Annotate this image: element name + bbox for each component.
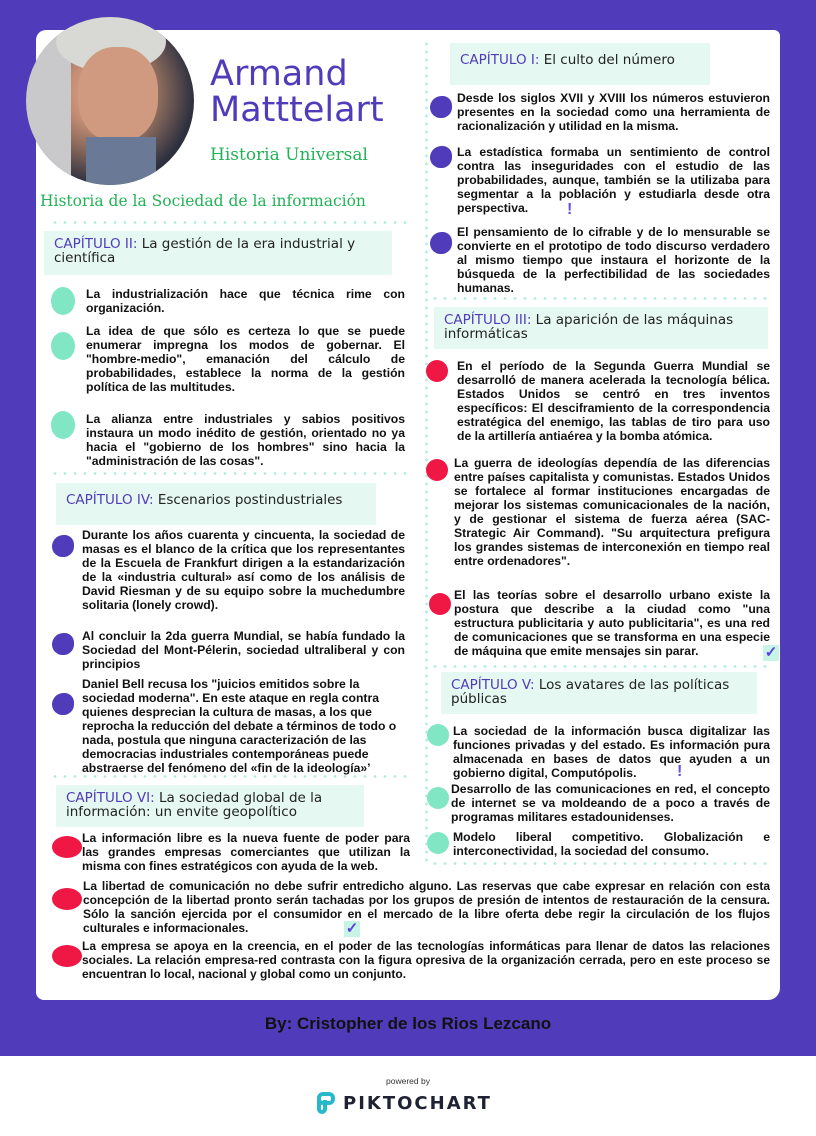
chapter-heading-2: CAPÍTULO II: La gestión de la era industrial y científica	[44, 231, 392, 275]
chapter-heading-5: CAPÍTULO V: Los avatares de las políticas públicas	[441, 672, 757, 714]
list-item: La idea de que sólo es certeza lo que se puede enumerar impregna los modos de gobernar. El "hombre-medio", emanación del cálculo de probabilidades, establece la norma de la gestión política de las multitudes.	[86, 324, 405, 394]
divider	[430, 665, 770, 668]
exclamation-icon: !	[567, 201, 573, 218]
divider	[430, 862, 770, 865]
list-item: La sociedad de la información busca digitalizar las funciones privadas y del estado. Es información pura almacenada en bases de datos que ayuden a un gobierno digital, Computópolis.	[453, 724, 770, 780]
bullet-icon	[429, 593, 451, 615]
list-item: La empresa se apoya en la creencia, en el poder de las tecnologías informáticas para llenar de datos las relaciones sociales. La relación empresa-red contrasta con la figura opresiva de la organización cerrada, pero en este proceso se encuentran lo local, nacional y global como un conjunto.	[82, 939, 770, 981]
bullet-icon	[52, 945, 82, 967]
piktochart-logo-icon	[317, 1092, 335, 1114]
bullet-icon	[51, 287, 75, 315]
bullet-icon	[430, 232, 452, 254]
list-item: La guerra de ideologías dependía de las diferencias entre países capitalista y comunistas. Estados Unidos se fortalece al formar instituciones encargadas de mejorar los sistemas comunicacionales de la nación, y de gestionar el sistema de fuerza aérea (SAC- Strategic Air Command). "Su arquitectura prefigura los grandes sistemas de interconexión en tiempo real entre ordenadores".	[454, 456, 770, 568]
bullet-icon	[426, 459, 448, 481]
list-item: La estadística formaba un sentimiento de control contra las inseguridades con el estudio de las probabilidades, aunque, también se la utilizaba para segmentar a la población y estudiarla desde otra perspectiva.	[457, 145, 770, 215]
list-item: El las teorías sobre el desarrollo urbano existe la postura que describe a la ciudad como "una estructura publicitaria y auto publicitaria", es una red de comunicaciones que se transforma en una especie de máquina que emite mensajes sin parar.	[454, 588, 770, 658]
author-byline: By: Cristopher de los Rios Lezcano	[264, 1014, 552, 1033]
author-name	[210, 56, 384, 128]
bullet-icon	[52, 888, 82, 910]
bullet-icon	[430, 96, 452, 118]
list-item: El pensamiento de lo cifrable y de lo mensurable se convierte en el prototipo de todo discurso verdadero al mismo tiempo que instaura el horizonte de la búsqueda de la perfectibilidad de las sociedades humanas.	[457, 225, 770, 295]
list-item: Desde los siglos XVII y XVIII los números estuvieron presentes en la sociedad como una herramienta de racionalización y utilidad en la misma.	[457, 91, 770, 133]
bullet-icon	[427, 787, 449, 809]
list-item: La industrialización hace que técnica rime con organización.	[86, 287, 405, 315]
chapter-heading-6: CAPÍTULO VI: La sociedad global de la información: un envite geopolítico	[56, 785, 364, 827]
author-photo	[26, 17, 194, 185]
list-item: La libertad de comunicación no debe sufrir entredicho alguno. Las reservas que cabe expresar en relación con esta concepción de la libertad pronto serán tachadas por los grupos de presión de intentos de restauración de la censura. Sólo la sanción ejercida por el consumidor en el mercado de la libre oferta debe regir la circulación de los flujos culturales e informacionales.	[83, 879, 770, 935]
author-last-name: Matttelart	[210, 90, 384, 130]
bullet-icon	[51, 411, 75, 439]
list-item: Modelo liberal competitivo. Globalización e interconectividad, la sociedad del consumo.	[453, 830, 770, 858]
powered-by-label: powered by	[386, 1076, 430, 1086]
checkmark-icon: ✓	[345, 920, 359, 937]
list-item: La información libre es la nueva fuente de poder para las grandes empresas comerciantes que utilizan la misma con fines estratégicos con ayuda de la web.	[82, 831, 410, 873]
divider	[50, 221, 410, 224]
author-first-name: Armand	[210, 54, 348, 94]
list-item: La alianza entre industriales y sabios positivos instaura un modo inédito de gestión, orientado no ya hacia el "gobierno de los hombres" sino hacia la "administración de las cosas".	[86, 412, 405, 468]
list-item: Daniel Bell recusa los "juicios emitidos sobre la sociedad moderna". En este ataque en regla contra quienes desprecian la cultura de masas, a los que reprocha la reducción del debate a términos de todo o nada, postula que ninguna caracterización de las democracias industriales contemporáneas puede abstraerse del fenómeno del «fin de la ideología»’	[82, 677, 397, 775]
chapter-heading-4: CAPÍTULO IV: Escenarios postindustriales	[56, 483, 376, 525]
list-item: Durante los años cuarenta y cincuenta, la sociedad de masas es el blanco de la crítica que los representantes de la Escuela de Frankfurt dirigen a la estandarización de la «industria cultural» así como de los análisis de David Riesman y de su equipo sobre la muchedumbre solitaria (lonely crowd).	[82, 528, 405, 612]
bullet-icon	[52, 535, 74, 557]
list-item: En el período de la Segunda Guerra Mundial se desarrolló de manera acelerada la tecnología bélica. Estados Unidos se centró en tres inventos específicos: El desciframiento de la correspondencia estratégica del enemigo, las tablas de tiro para uso de la artillería antiaérea y la bomba atómica.	[457, 359, 770, 443]
bullet-icon	[430, 146, 452, 168]
divider	[50, 472, 410, 475]
divider	[430, 297, 770, 300]
bullet-icon	[427, 832, 449, 854]
subtitle: Historia Universal	[210, 145, 368, 165]
checkmark-icon: ✓	[764, 644, 778, 661]
bullet-icon	[51, 332, 75, 360]
bullet-icon	[52, 693, 74, 715]
bullet-icon	[427, 724, 449, 746]
list-item: Desarrollo de las comunicaciones en red, el concepto de internet se va moldeando de a poco a través de programas militares estadounidenses.	[451, 782, 770, 824]
bullet-icon	[52, 633, 74, 655]
chapter-heading-1: CAPÍTULO I: El culto del número	[450, 43, 710, 85]
exclamation-icon: !	[677, 763, 683, 780]
divider	[50, 775, 410, 778]
main-title: Historia de la Sociedad de la información	[40, 192, 366, 210]
list-item: Al concluir la 2da guerra Mundial, se había fundado la Sociedad del Mont-Pélerin, sociedad ultraliberal y con principios	[82, 629, 405, 671]
bullet-icon	[52, 836, 82, 858]
chapter-heading-3: CAPÍTULO III: La aparición de las máquinas informáticas	[434, 307, 768, 349]
bullet-icon	[426, 360, 448, 382]
piktochart-brand[interactable]	[317, 1090, 492, 1116]
piktochart-wordmark: PIKTOCHART	[343, 1092, 492, 1114]
